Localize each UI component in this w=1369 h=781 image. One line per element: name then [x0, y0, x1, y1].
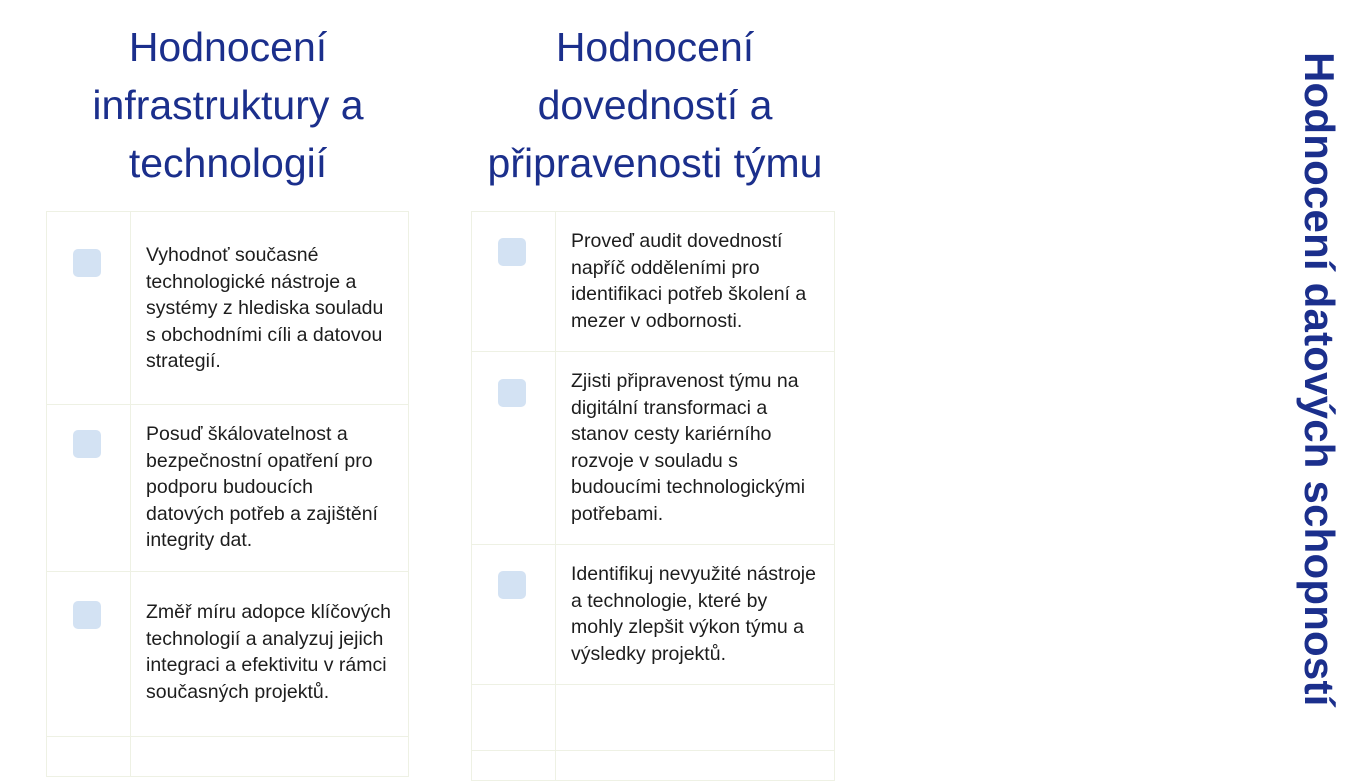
checklist-row	[472, 352, 835, 545]
checklist-item-text: Identifikuj nevyužité nástroje a technologie, které by mohly zlepšit výkon týmu a výsledky projektů.	[571, 563, 816, 665]
checklist-row	[47, 212, 409, 405]
team-column-title: Hodnocení dovedností a připravenosti týmu	[487, 24, 823, 186]
checklist-row	[472, 545, 835, 685]
checkbox[interactable]	[73, 430, 101, 458]
checkbox[interactable]	[498, 379, 526, 407]
checklist-item-text: Posuď škálovatelnost a bezpečnostní opatření pro podporu budoucích datových potřeb a zajištění integrity dat.	[146, 423, 378, 551]
checklist-item-text: Vyhodnoť současné technologické nástroje a systémy z hlediska souladu s obchodními cíli a datovou strategií.	[146, 244, 384, 372]
page-title: Hodnocení datových schopností	[1296, 52, 1343, 707]
checkbox[interactable]	[73, 249, 101, 277]
checklist-row	[47, 405, 409, 572]
empty-row	[47, 737, 409, 777]
team-checklist	[471, 211, 835, 781]
checklist-item-text: Zjisti připravenost týmu na digitální transformaci a stanov cesty kariérního rozvoje v souladu s budoucími technologickými potřebami.	[571, 370, 806, 525]
checkbox[interactable]	[498, 571, 526, 599]
checklist-item-text: Proveď audit dovedností napříč odděleními pro identifikaci potřeb školení a mezer v odbornosti.	[571, 230, 807, 332]
checklist-row	[472, 212, 835, 352]
infrastructure-checklist	[46, 211, 409, 777]
empty-row	[472, 685, 835, 751]
empty-row	[472, 751, 835, 781]
checkbox[interactable]	[498, 238, 526, 266]
checklist-row	[47, 572, 409, 737]
checkbox[interactable]	[73, 601, 101, 629]
infrastructure-column-title: Hodnocení infrastruktury a technologií	[92, 24, 364, 186]
checklist-item-text: Změř míru adopce klíčových technologií a analyzuj jejich integraci a efektivitu v rámci současných projektů.	[146, 601, 391, 703]
